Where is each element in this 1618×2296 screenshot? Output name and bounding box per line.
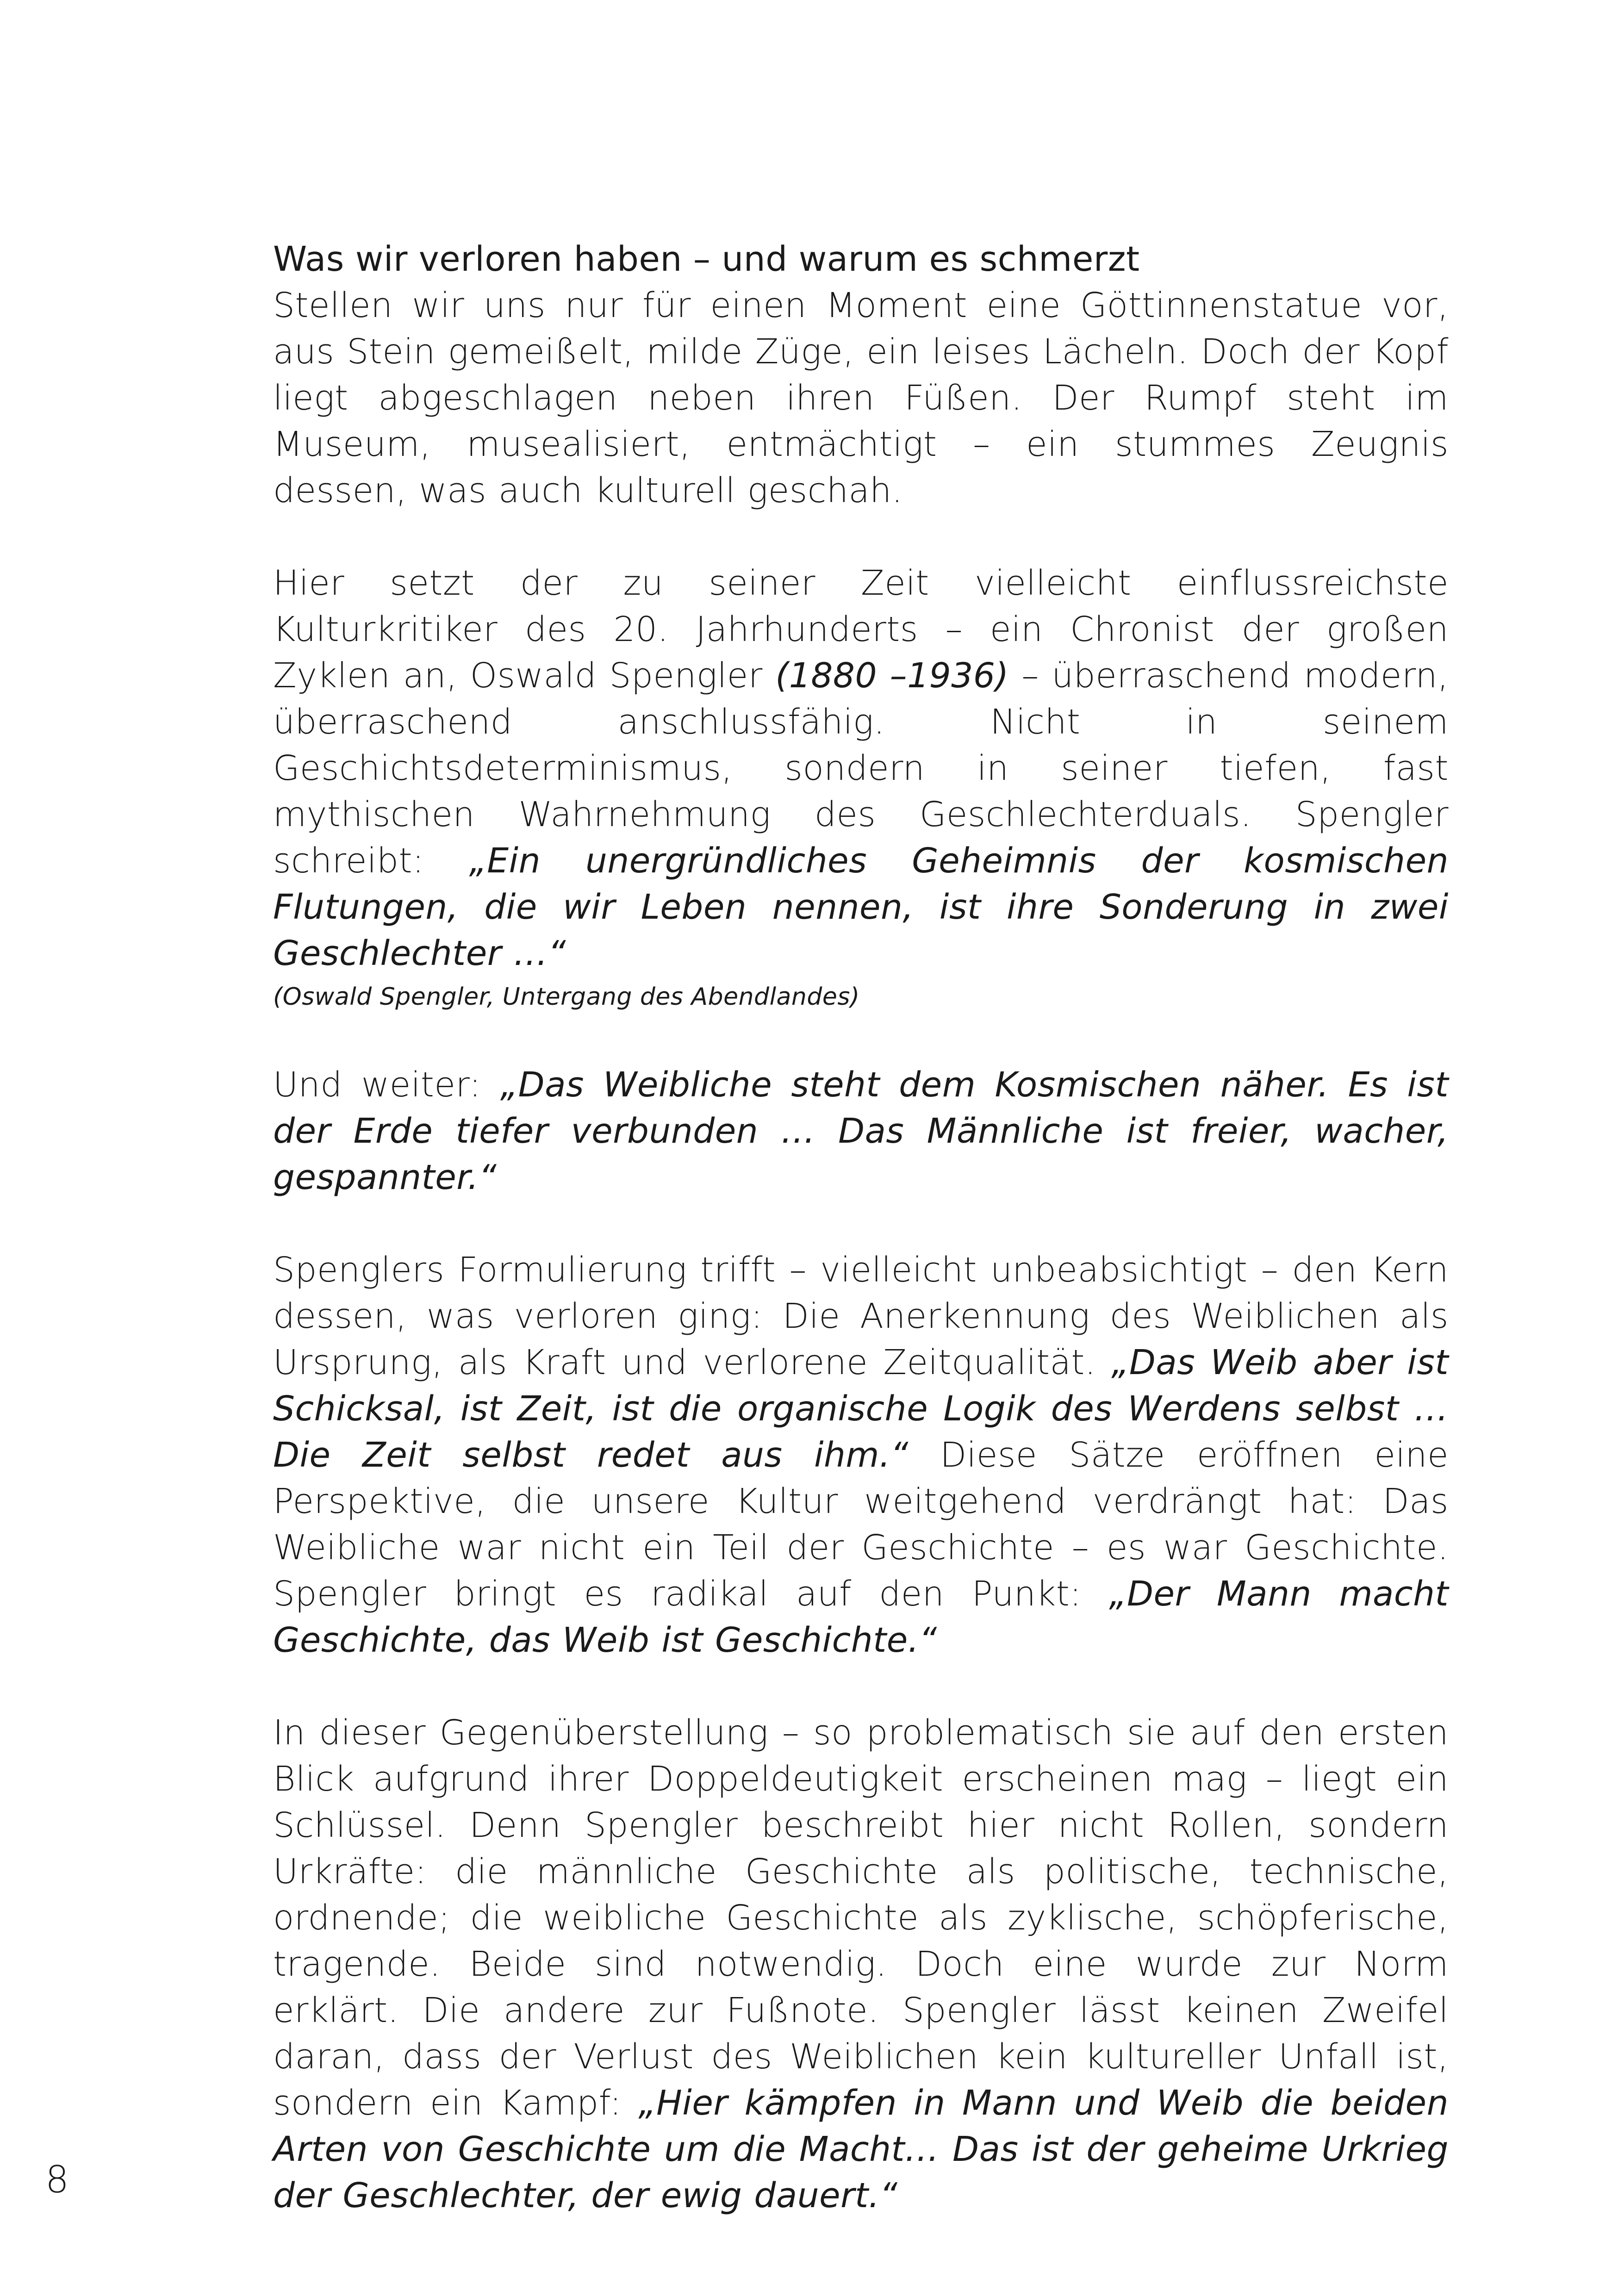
paragraph-text: Und weiter: <box>273 1065 500 1105</box>
quotation: „Das Weib aber ist Schicksal, ist Zeit, ist die organische Logik des Werdens selbst … Die Zeit selbst redet aus ihm.“ <box>273 1343 1449 1475</box>
paragraph-formulierung <box>273 1247 1449 1663</box>
paragraph-statue: Stellen wir uns nur für einen Moment eine Göttinnenstatue vor, aus Stein gemeißelt, milde Züge, ein leises Lächeln. Doch der Kopf liegt abgeschlagen neben ihren Füßen. Der Rumpf steht im Museum, musealisiert, entmächtigt – ein stummes Zeugnis dessen, was auch kulturell geschah. <box>273 286 1449 510</box>
quotation: „Das Weibliche steht dem Kosmischen näher. Es ist der Erde tiefer verbunden … Das Männliche ist freier, wacher, gespannter.“ <box>273 1065 1449 1197</box>
paragraph-gap <box>273 514 1449 560</box>
paragraph-text: Hier setzt der zu seiner Zeit vielleicht einflussreichste Kulturkritiker des 20. Jahrhunderts – ein Chronist der großen Zyklen an, Oswald Spengler <box>273 563 1449 696</box>
quotation: „Ein unergründliches Geheimnis der kosmischen Flutungen, die wir Leben nennen, ist ihre Sonderung in zwei Geschlechter …“ <box>273 841 1449 973</box>
paragraph-text: Spenglers Formulierung trifft – vielleicht unbeabsichtigt – den Kern dessen, was verloren ging: Die Anerkennung des Weiblichen als Ursprung, als Kraft und verlorene Zeitqualität. <box>273 1250 1449 1382</box>
lifespan-dates: (1880 –1936) <box>775 656 1009 696</box>
text-column <box>273 236 1449 2219</box>
paragraph-gap <box>273 1663 1449 1710</box>
section-heading: Was wir verloren haben – und warum es schmerzt <box>273 239 1140 279</box>
paragraph-text: Diese Sätze eröffnen eine Perspektive, die unsere Kultur weitgehend verdrängt hat: Das Weibliche war nicht ein Teil der Geschichte – es war Geschichte. Spengler bringt es radikal auf den Punkt: <box>273 1435 1449 1614</box>
paragraph-gap <box>273 1201 1449 1247</box>
paragraph-text: In dieser Gegenüberstellung – so problematisch sie auf den ersten Blick aufgrund ihrer Doppeldeutigkeit erscheinen mag – liegt ein Schlüssel. Denn Spengler beschreibt hier nicht Rollen, sondern Urkräfte: die männliche Geschichte als politische, technische, ordnende; die weibliche Geschichte als zyklische, schöpferische, tragende. Beide sind notwendig. Doch eine wurde zur Norm erklärt. Die andere zur Fußnote. Spengler lässt keinen Zweifel daran, dass der Verlust des Weiblichen kein kultureller Unfall ist, sondern ein Kampf: <box>273 1713 1449 2123</box>
paragraph-gap <box>273 1015 1449 1062</box>
paragraph-text: – überraschend modern, überraschend anschlussfähig. Nicht in seinem Geschichtsdeterminismus, sondern in seiner tiefen, fast mythischen Wahrnehmung des Geschlechterduals. Spengler schreibt: <box>273 656 1449 881</box>
paragraph-weiter <box>273 1062 1449 1201</box>
paragraph-spengler-intro <box>273 560 1449 977</box>
quotation: „Hier kämpfen in Mann und Weib die beiden Arten von Geschichte um die Macht… Das ist der geheime Urkrieg der Geschlechter, der ewig dauert.“ <box>273 2083 1449 2215</box>
quotation: „Der Mann macht Geschichte, das Weib ist Geschichte.“ <box>273 1574 1449 1660</box>
source-citation: (Oswald Spengler, Untergang des Abendlandes) <box>273 983 860 1011</box>
page-number: 8 <box>45 2158 69 2201</box>
paragraph-gegenueberstellung <box>273 1710 1449 2219</box>
